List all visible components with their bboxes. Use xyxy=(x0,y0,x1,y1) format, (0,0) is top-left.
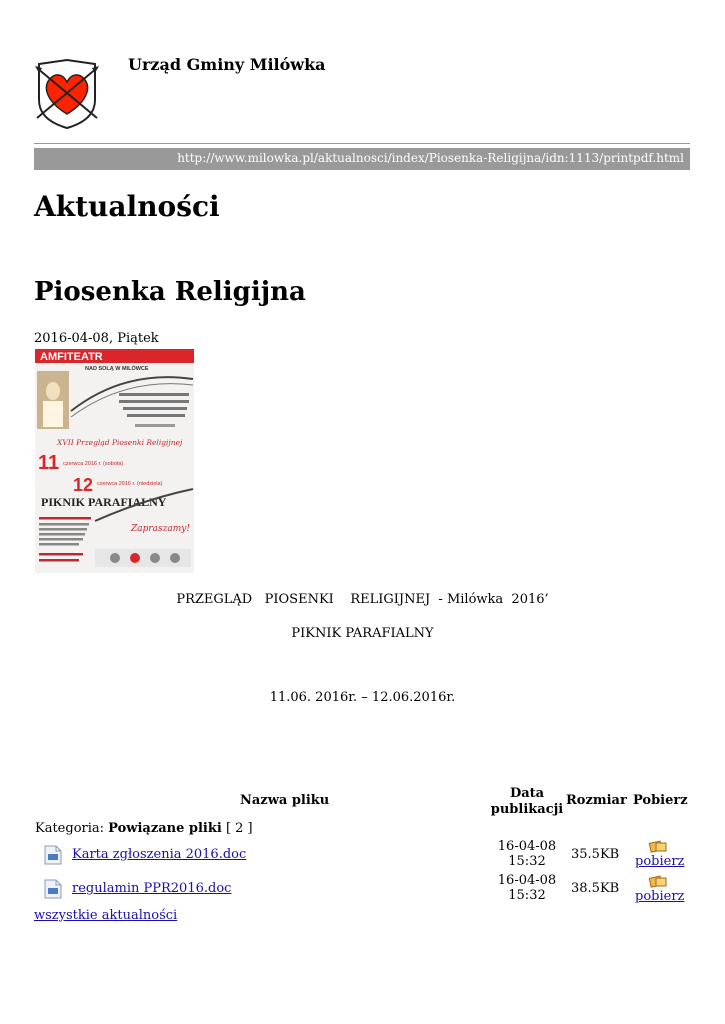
download-link[interactable]: pobierz xyxy=(635,889,685,904)
document-file-icon xyxy=(44,879,62,899)
file-link-regulamin[interactable]: regulamin PPR2016.doc xyxy=(72,881,232,896)
header-divider xyxy=(34,143,690,144)
article-line-2: PIKNIK PARAFIALNY xyxy=(291,626,434,641)
file-link-karta-zgloszenia[interactable]: Karta zgłoszenia 2016.doc xyxy=(72,847,247,862)
site-name: Urząd Gminy Milówka xyxy=(128,55,326,74)
article-line-1: PRZEGLĄD PIOSENKI RELIGIJNEJ - Milówka 2016’ xyxy=(176,592,549,607)
download-icon[interactable] xyxy=(648,873,668,889)
poster-day2-text: czerwca 2016 r. (niedziela) xyxy=(97,481,163,487)
file-size: 35.5KB xyxy=(571,847,620,862)
article-line-3: 11.06. 2016r. – 12.06.2016r. xyxy=(269,690,456,705)
coat-of-arms-logo xyxy=(33,58,101,130)
poster-day1-text: czerwca 2016 r. (sobota) xyxy=(63,461,124,467)
file-date-time: 15:32 xyxy=(508,854,546,869)
all-news-link[interactable]: wszystkie aktualności xyxy=(34,908,178,923)
column-header-date-line2: publikacji xyxy=(490,802,564,817)
page-url: http://www.milowka.pl/aktualnosci/index/Piosenka-Religijna/idn:1113/printpdf.html xyxy=(177,151,684,165)
document-file-icon xyxy=(44,845,62,865)
poster-header: AMFITEATR xyxy=(40,351,103,363)
file-date-time: 15:32 xyxy=(508,888,546,903)
download-icon[interactable] xyxy=(648,838,668,854)
poster-picnic: PIKNIK PARAFIALNY xyxy=(41,495,167,509)
poster-day2: 12 xyxy=(73,475,94,495)
article-title: Piosenka Religijna xyxy=(34,277,306,307)
section-title: Aktualności xyxy=(34,190,220,223)
category-label: Kategoria: xyxy=(35,821,105,836)
poster-invite: Zapraszamy! xyxy=(131,524,191,534)
file-size: 38.5KB xyxy=(571,881,620,896)
column-header-file-name: Nazwa pliku xyxy=(240,793,330,808)
poster-subheader: NAD SOLĄ W MILÓWCE xyxy=(85,366,149,372)
category-count: [ 2 ] xyxy=(225,821,253,836)
file-date xyxy=(492,873,562,903)
poster-festival: XVII Przegląd Piosenki Religijnej xyxy=(57,438,183,447)
file-date xyxy=(492,839,562,869)
column-header-size: Rozmiar xyxy=(566,793,627,808)
file-category xyxy=(35,821,253,836)
poster-day1: 11 xyxy=(38,452,60,474)
file-date-day: 16-04-08 xyxy=(497,839,557,854)
column-header-date-line1: Data xyxy=(509,786,545,801)
download-link[interactable]: pobierz xyxy=(635,854,685,869)
url-bar xyxy=(34,148,690,170)
file-date-day: 16-04-08 xyxy=(497,873,557,888)
article-date: 2016-04-08, Piątek xyxy=(34,331,159,346)
column-header-date xyxy=(488,786,566,818)
event-poster-image xyxy=(35,349,194,573)
category-name: Powiązane pliki xyxy=(108,821,222,836)
column-header-download: Pobierz xyxy=(633,793,688,808)
